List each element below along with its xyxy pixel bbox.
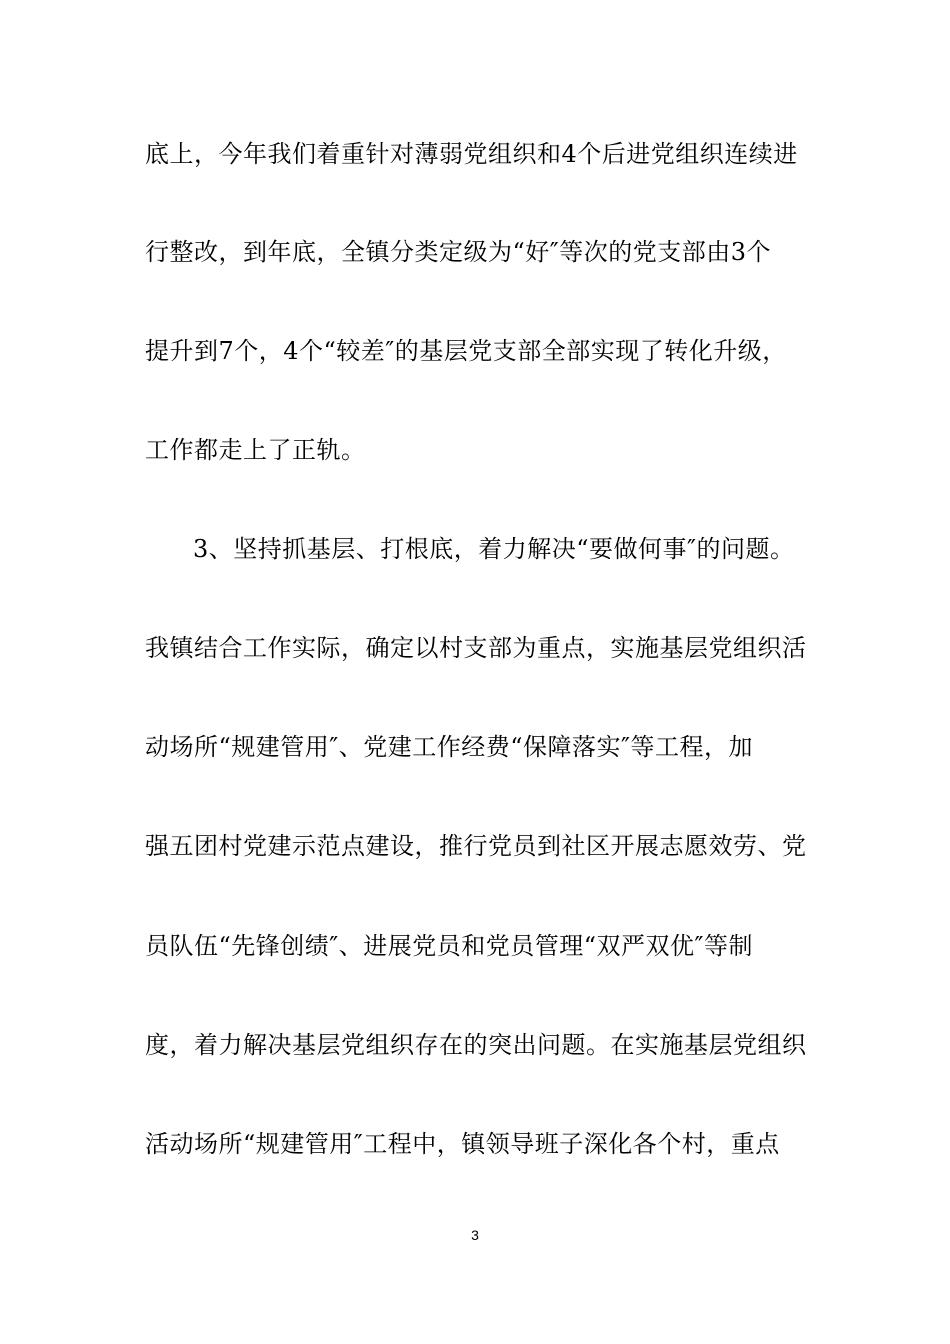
text-line-8: 强五团村党建示范点建设，推行党员到社区开展志愿效劳、党 <box>145 832 807 860</box>
text-line-4: 工作都走上了正轨。 <box>145 436 366 464</box>
text-line-1: 底上，今年我们着重针对薄弱党组织和4个后进党组织连续进 <box>145 140 798 168</box>
section-heading: 3、坚持抓基层、打根底，着力解决“要做何事″的问题。 <box>193 535 795 563</box>
text-line-9: 员队伍“先锋创绩″、进展党员和党员管理“双严双优″等制 <box>145 932 753 960</box>
text-line-3: 提升到7个，4个“较差″的基层党支部全部实现了转化升级， <box>145 337 787 365</box>
text-line-2: 行整改，到年底，全镇分类定级为“好″等次的党支部由3个 <box>145 238 772 266</box>
text-line-10: 度，着力解决基层党组织存在的突出问题。在实施基层党组织 <box>145 1031 807 1059</box>
text-line-7: 动场所“规建管用″、党建工作经费“保障落实″等工程，加 <box>145 733 753 761</box>
text-line-6: 我镇结合工作实际，确定以村支部为重点，实施基层党组织活 <box>145 634 807 662</box>
page-number: 3 <box>471 1227 479 1243</box>
text-line-11: 活动场所“规建管用″工程中，镇领导班子深化各个村，重点 <box>145 1130 780 1158</box>
